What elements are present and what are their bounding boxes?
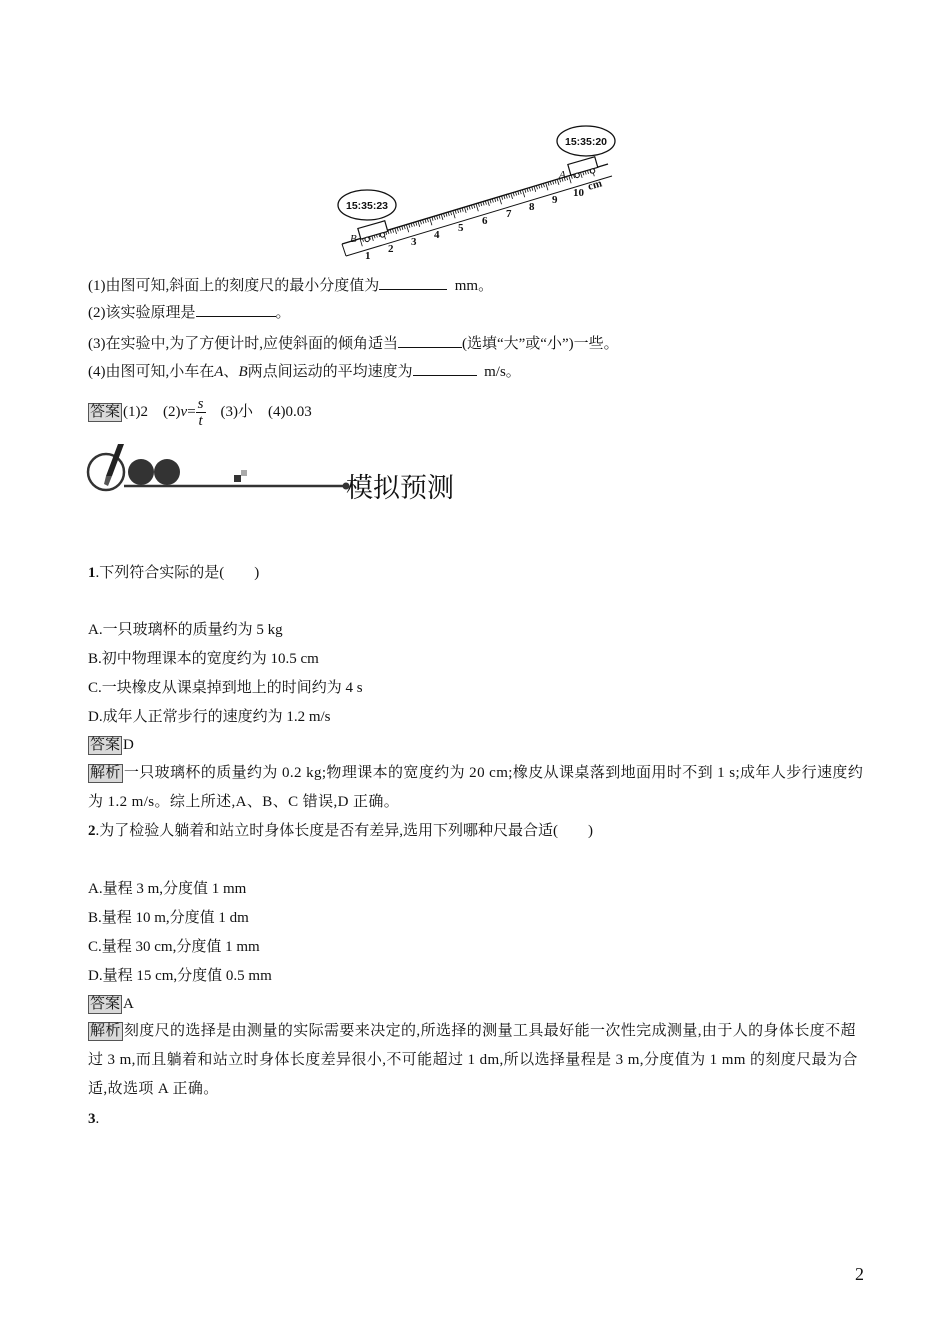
ruler-tick — [450, 211, 451, 215]
ruler-tick — [580, 172, 582, 178]
q1-answer — [88, 735, 134, 755]
ruler-tick — [502, 196, 503, 200]
question-stem: . — [95, 1111, 100, 1127]
section-dot-2 — [154, 459, 180, 485]
ruler-tick — [406, 225, 408, 233]
clock-a — [557, 126, 615, 156]
analysis-tag: 解析 — [90, 765, 121, 781]
ruler-tick — [518, 191, 519, 195]
question-number: 3 — [88, 1111, 96, 1127]
ruler-number: 1 — [365, 250, 371, 262]
ruler-tick — [464, 207, 466, 213]
ruler-tick — [432, 217, 433, 221]
answer-blank[interactable] — [398, 333, 462, 348]
equals-sign: = — [187, 403, 196, 420]
question-text: (4)由图可知,小车在 — [88, 364, 215, 380]
fraction — [196, 396, 206, 429]
ruler-tick — [546, 183, 548, 191]
question-stem: .为了检验人躺着和站立时身体长度是否有差异,选用下列哪种尺最合适( ) — [95, 823, 593, 839]
ruler-tick — [420, 220, 421, 224]
q2-answer — [88, 994, 134, 1014]
brush-icon — [106, 444, 124, 476]
ruler-tick — [413, 223, 414, 227]
question-text: (3)在实验中,为了方便计时,应使斜面的倾角适当 — [88, 336, 398, 352]
answer-tag: 答案 — [90, 996, 121, 1012]
answer-blank[interactable] — [413, 361, 477, 376]
ruler-tick — [513, 192, 514, 196]
ruler-number: 7 — [506, 208, 512, 220]
question-text: (1)由图可知,斜面上的刻度尺的最小分度值为 — [88, 278, 380, 294]
ruler-tick — [506, 195, 507, 199]
question-stem: .下列符合实际的是( ) — [95, 565, 260, 581]
question-3-stem — [88, 1109, 99, 1129]
ruler-tick — [437, 216, 438, 220]
ruler-tick — [439, 215, 440, 219]
ruler-tick — [508, 194, 509, 198]
ruler-tick — [485, 201, 486, 205]
answer-part: (1)2 — [123, 403, 149, 420]
ruler-tick — [402, 226, 403, 230]
ruler-tick — [504, 195, 505, 199]
ruler-tick — [476, 204, 478, 212]
question-text: 两点间运动的平均速度为 — [247, 364, 413, 380]
ruler-tick — [481, 202, 482, 206]
time-b: 15:35:23 — [345, 200, 389, 212]
point-b: B — [238, 364, 248, 380]
ruler-tick — [469, 206, 470, 210]
answer-blank[interactable] — [379, 275, 447, 290]
time-a: 15:35:20 — [564, 136, 608, 148]
ruler-tick — [446, 213, 447, 217]
answer-part: (2) — [163, 403, 181, 420]
prev-answer — [88, 396, 312, 429]
label-a: A — [559, 169, 566, 181]
question-text: (选填“大”或“小”)一些。 — [462, 336, 619, 352]
ruler-unit: cm — [586, 177, 604, 193]
q2-option-d[interactable]: D.量程 15 cm,分度值 0.5 mm — [88, 968, 272, 984]
clock-b — [338, 190, 396, 220]
question-text: 。 — [275, 305, 291, 321]
ruler-tick — [360, 239, 362, 247]
ruler-tick — [492, 199, 493, 203]
ruler-tick — [569, 176, 571, 184]
point-a: A — [214, 364, 224, 380]
denominator: t — [198, 413, 203, 429]
q1-option-b[interactable]: B.初中物理课本的宽度约为 10.5 cm — [88, 651, 319, 667]
ruler-tick — [488, 200, 490, 206]
ruler-tick — [455, 210, 456, 214]
q1-option-d[interactable]: D.成年人正常步行的速度约为 1.2 m/s — [88, 709, 331, 725]
question-text: m/s。 — [484, 364, 521, 380]
ruler-number: 5 — [458, 222, 464, 234]
question-1-stem — [88, 563, 259, 583]
ruler-tick — [534, 186, 536, 192]
question-number: 1 — [88, 565, 96, 581]
ruler-tick — [430, 218, 432, 226]
ruler-tick — [467, 206, 468, 210]
ruler-tick — [453, 211, 455, 219]
question-text: 、 — [223, 364, 239, 380]
ruler-tick — [427, 218, 428, 222]
ruler-tick — [495, 198, 496, 202]
answer-value: D — [123, 737, 134, 753]
question-text: mm。 — [454, 278, 494, 294]
ruler-tick — [478, 203, 479, 207]
ruler-tick — [434, 216, 435, 220]
section-header-graphic — [84, 442, 354, 498]
ruler-number: 4 — [434, 229, 440, 241]
numerator: s — [197, 396, 204, 412]
ruler-tick — [395, 228, 397, 234]
ruler-tick — [462, 208, 463, 212]
ruler-tick — [474, 204, 475, 208]
ruler-tick — [409, 224, 410, 228]
question-text: (2)该实验原理是 — [88, 305, 196, 321]
prev-question-4 — [88, 361, 521, 382]
prev-question-2 — [88, 302, 291, 323]
ruler-tick — [411, 223, 412, 227]
q2-option-a[interactable]: A.量程 3 m,分度值 1 mm — [88, 881, 247, 897]
answer-part: (3)小 — [220, 403, 253, 420]
ruler-tick — [490, 199, 491, 203]
analysis-text: 一只玻璃杯的质量约为 0.2 kg;物理课本的宽度约为 20 cm;橡皮从课桌落到地面用时不到 1 s;成年人步行速度约为 1.2 m/s。综上所述,A、B、C 错误,D 正确。 — [88, 765, 864, 810]
ruler-tick — [441, 214, 443, 220]
ruler-tick — [404, 225, 405, 229]
velocity-symbol: v — [180, 403, 188, 420]
ruler-tick — [399, 227, 400, 231]
ruler-tick — [416, 222, 417, 226]
ruler-tick — [483, 202, 484, 206]
q2-option-b[interactable]: B.量程 10 m,分度值 1 dm — [88, 910, 249, 926]
ruler-number: 9 — [552, 194, 558, 206]
ruler-tick — [511, 193, 513, 199]
ruler-tick — [522, 190, 524, 198]
ruler-number: 10 — [573, 187, 584, 199]
ruler-tick — [457, 209, 458, 213]
ruler-tick — [499, 197, 501, 205]
ruler-number: 8 — [529, 201, 535, 213]
ruler-tick — [423, 220, 424, 224]
q1-option-a[interactable]: A.一只玻璃杯的质量约为 5 kg — [88, 622, 283, 638]
ruler-tick — [497, 197, 498, 201]
answer-tag: 答案 — [90, 737, 121, 753]
page-number: 2 — [855, 1264, 864, 1284]
analysis-tag: 解析 — [90, 1023, 121, 1039]
answer-value: A — [123, 996, 134, 1012]
ruler-tick — [390, 230, 391, 234]
ruler-tick — [515, 192, 516, 196]
question-2-stem — [88, 821, 593, 841]
ruler-tick — [392, 229, 393, 233]
label-b: B — [350, 233, 357, 245]
ruler-tick — [397, 227, 398, 231]
ruler-tick — [448, 212, 449, 216]
answer-part: (4)0.03 — [268, 403, 312, 420]
q1-analysis — [88, 759, 868, 817]
question-number: 2 — [88, 823, 96, 839]
prev-question-3 — [88, 333, 619, 354]
ruler-tick — [471, 205, 472, 209]
q2-option-c[interactable]: C.量程 30 cm,分度值 1 mm — [88, 939, 260, 955]
ruler-tick — [460, 209, 461, 213]
incline-ruler-figure — [330, 124, 620, 264]
answer-blank[interactable] — [196, 302, 276, 317]
q2-analysis — [88, 1017, 868, 1104]
answer-tag: 答案 — [90, 403, 121, 420]
ruler-number: 6 — [482, 215, 488, 227]
section-title: 模拟预测 — [346, 473, 454, 504]
analysis-text: 刻度尺的选择是由测量的实际需要来决定的,所选择的测量工具最好能一次性完成测量,由于人的身体长度不超过 3 m,而且躺着和站立时身体长度差异很小,不可能超过 1 dm,所以选择量程是 3 m,分度值为 1 mm 的刻度尺最为合适,故选项 A 正确。 — [88, 1023, 858, 1097]
ruler-tick — [425, 219, 426, 223]
ruler-number: 2 — [388, 243, 394, 255]
ruler-number: 3 — [411, 236, 417, 248]
ruler-tick — [444, 213, 445, 217]
section-dot-1 — [128, 459, 154, 485]
q1-option-c[interactable]: C.一块橡皮从课桌掉到地上的时间约为 4 s — [88, 680, 363, 696]
ruler-numbers — [365, 177, 603, 262]
ruler-tick — [418, 221, 420, 227]
prev-question-1 — [88, 275, 493, 296]
